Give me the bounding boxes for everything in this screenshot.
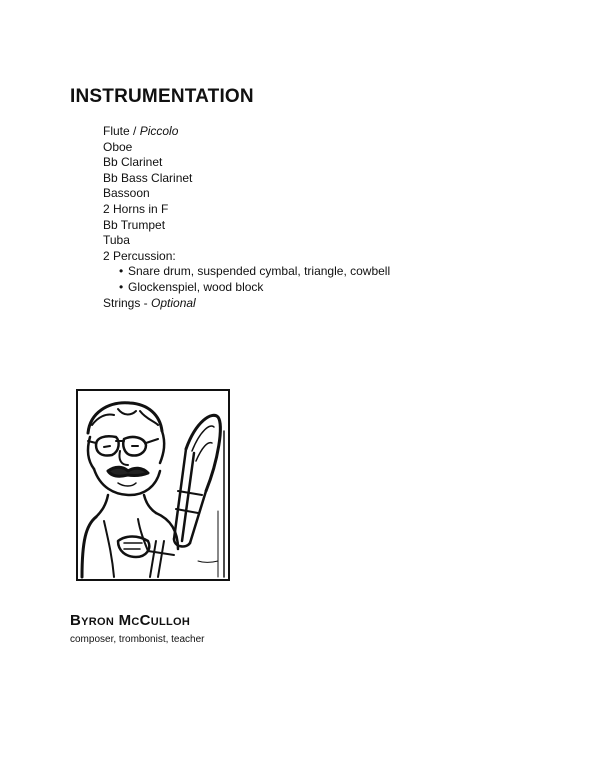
instrument-oboe: Oboe: [103, 139, 133, 154]
instrument-flute: [103, 124, 390, 140]
instrument-bass-clarinet: Bb Bass Clarinet: [103, 170, 193, 185]
instrument-horns: 2 Horns in F: [103, 201, 169, 216]
composer-portrait: [76, 389, 230, 581]
composer-roles: composer, trombonist, teacher: [70, 634, 205, 645]
page-title: INSTRUMENTATION: [70, 86, 254, 107]
instrument-clarinet: Bb Clarinet: [103, 155, 163, 170]
instrument-trumpet: Bb Trumpet: [103, 217, 166, 232]
instrument-strings-note: Optional: [151, 295, 196, 310]
composer-name: Byron McCulloh: [70, 612, 191, 629]
instrument-strings-label: Strings -: [103, 295, 152, 310]
instrument-flute-label: Flute /: [103, 124, 140, 138]
trombonist-portrait-icon: [78, 391, 228, 579]
percussion-item: • Snare drum, suspended cymbal, triangle, cowbell: [119, 264, 390, 280]
instrument-bassoon: Bassoon: [103, 186, 150, 201]
instrument-percussion: [103, 249, 390, 296]
instrument-tuba: Tuba: [103, 233, 130, 248]
percussion-item: • Glockenspiel, wood block: [119, 280, 390, 296]
instrument-percussion-label: 2 Percussion:: [103, 248, 176, 263]
instrument-list: [103, 124, 390, 311]
percussion-list: [103, 264, 390, 295]
instrument-piccolo-label: Piccolo: [139, 124, 179, 138]
instrument-strings: [103, 296, 390, 312]
